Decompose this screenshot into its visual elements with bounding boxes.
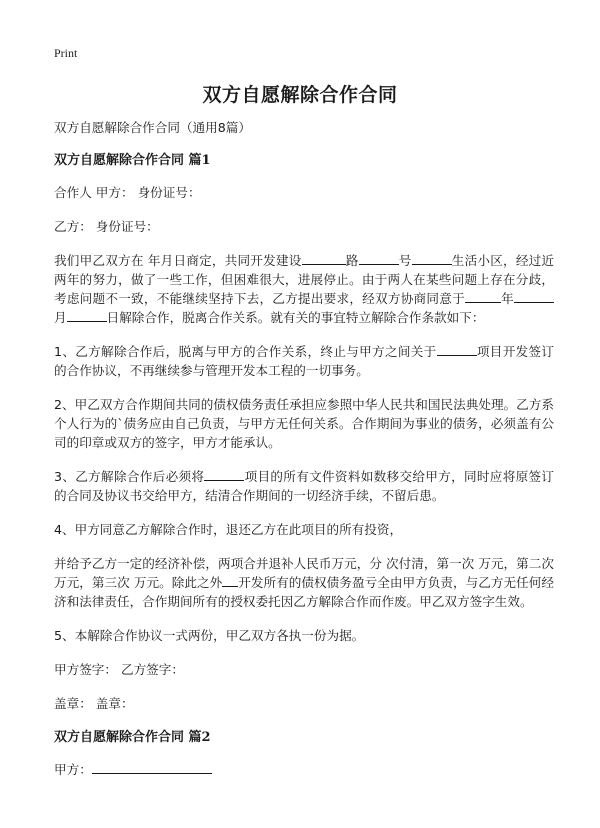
intro-paragraph [54, 251, 554, 327]
clause-4: 4、甲方同意乙方解除合作时，退还乙方在此项目的所有投资， [54, 522, 403, 537]
blank-number [359, 251, 399, 265]
party-a2-label: 甲方： [54, 762, 92, 777]
signature-line: 甲方签字： 乙方签字： [54, 662, 184, 677]
blank-month [514, 289, 554, 303]
intro-text-7: 日解除合作，脱离合作关系。就有关的事宜特立解除合作条款如下： [106, 310, 485, 325]
seal-line: 盖章： 盖章： [54, 696, 134, 711]
document-body [54, 118, 554, 794]
section2-heading: 双方自愿解除合作合同 篇2 [54, 730, 211, 745]
blank-road [302, 251, 346, 265]
party-a-line-2 [54, 760, 554, 779]
party-a-line: 合作人 甲方： 身份证号： [54, 185, 201, 200]
clause4-cont-text-b: 开发所有的债权债务盈亏全由甲方负责，与乙方无任何经济和法律责任，合作期间所有的授权委托因乙方解除合作而作废。甲乙双方签字生效。 [54, 575, 554, 609]
intro-text-5: 年 [500, 291, 515, 306]
clause-2: 2、甲乙双方合作期间共同的债权债务责任承担应参照中华人民共和国民法典处理。乙方系个人行为的`债务应由自己负责，与甲方无任何关系。合作期间为事业的债务，必须盖有公司的印章或双方的签字，甲方才能承认。 [54, 397, 554, 450]
print-link[interactable]: Print [54, 46, 78, 60]
blank-party-a [92, 760, 212, 774]
blank-year [465, 289, 501, 303]
intro-text-1: 我们甲乙双方在 年月日商定，共同开发建设 [54, 253, 302, 268]
clause3-text-a: 3、乙方解除合作后必须将 [54, 469, 205, 484]
blank-day [67, 308, 107, 322]
blank-project-2 [204, 467, 244, 481]
clause1-text-b: 项目开发签订的合作协议，不再继续参与管理开发本工程的一切事务。 [54, 344, 555, 378]
intro-text-4: 生活小区，经过近两年的努力，做了一些工作，但困难很大，进展停止。由于两人在某些问题上存在分歧，考虑问题不一致，不能继续坚持下去，乙方提出要求，经双方协商同意于 [54, 253, 555, 306]
document-subtitle: 双方自愿解除合作合同（通用8篇） [54, 120, 251, 135]
clause4-cont-text-a: 并给予乙方一定的经济补偿，两项合并退补人民币万元，分 次付清，第一次 万元，第二次 万元，第三次 万元。除此之外 [54, 556, 554, 590]
page-title: 双方自愿解除合作合同 [202, 84, 398, 106]
blank-project [437, 342, 477, 356]
clause-5: 5、本解除合作协议一式两份，甲乙双方各执一份为据。 [54, 628, 365, 643]
intro-text-3: 号 [398, 253, 412, 268]
party-b-line: 乙方： 身份证号： [54, 219, 159, 234]
section1-heading: 双方自愿解除合作合同 篇1 [54, 153, 211, 168]
blank-other [222, 573, 238, 587]
intro-text-6: 月 [54, 310, 67, 325]
intro-text-2: 路 [345, 253, 359, 268]
clause-3 [54, 467, 554, 505]
clause1-text-a: 1、乙方解除合作后，脱离与甲方的合作关系，终止与甲方之间关于 [54, 344, 437, 359]
clause-1 [54, 342, 554, 380]
clause3-text-b: 项目的所有文件资料如数移交给甲方，同时应将原签订的合同及协议书交给甲方，结清合作期间的一切经济手续，不留后患。 [54, 469, 555, 503]
clause-4-continued [54, 554, 554, 611]
blank-community [412, 251, 452, 265]
